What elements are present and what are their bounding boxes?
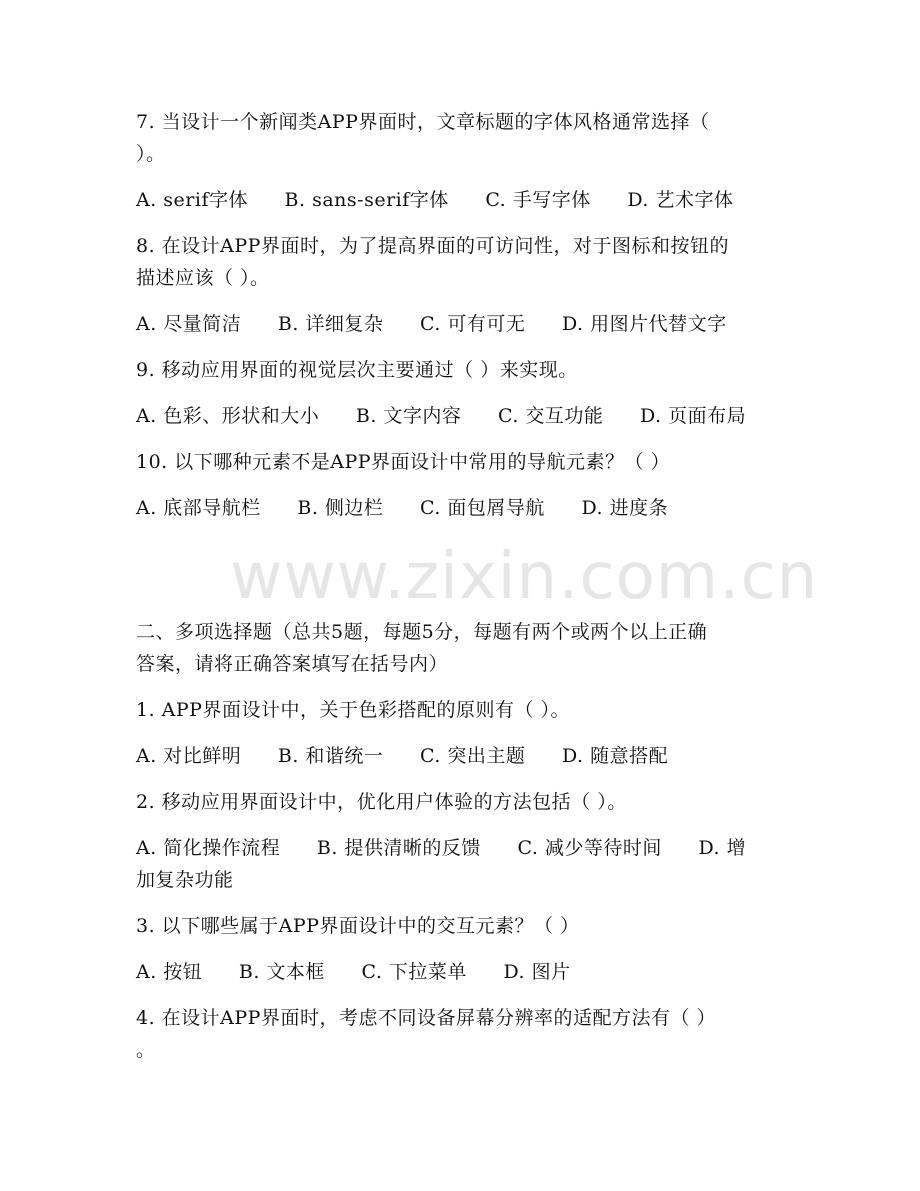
q8-option-a: A. 尽量简洁 xyxy=(136,313,242,335)
q9-option-b: B. 文字内容 xyxy=(355,405,462,427)
m2-options xyxy=(136,832,786,864)
q10-option-d: D. 进度条 xyxy=(581,497,669,519)
m4-stem-line-2: 。 xyxy=(136,1039,156,1061)
q10-stem: 10. 以下哪种元素不是APP界面设计中常用的导航元素？（ ） xyxy=(136,451,671,473)
m3-option-c: C. 下拉菜单 xyxy=(361,961,467,983)
q7-option-c: C. 手写字体 xyxy=(485,189,591,211)
m3-options xyxy=(136,956,786,988)
m3-option-a: A. 按钮 xyxy=(136,961,203,983)
m1-options xyxy=(136,740,786,772)
m1-option-d: D. 随意搭配 xyxy=(561,745,669,767)
m2-option-b: B. 提供清晰的反馈 xyxy=(316,837,481,859)
m2-option-d: D. 增 xyxy=(698,837,747,859)
q10-option-c: C. 面包屑导航 xyxy=(419,497,545,519)
watermark: www.zixin.com.cn xyxy=(230,540,819,614)
m1-option-c: C. 突出主题 xyxy=(419,745,526,767)
m1-stem: 1. APP界面设计中，关于色彩搭配的原则有（ ）。 xyxy=(136,699,570,721)
m2-option-c: C. 减少等待时间 xyxy=(517,837,662,859)
m3-option-b: B. 文本框 xyxy=(238,961,325,983)
q8-options xyxy=(136,308,786,340)
m4-stem-line-1: 4. 在设计APP界面时，考虑不同设备屏幕分辨率的适配方法有（ ） xyxy=(136,1007,716,1029)
m2-option-a: A. 简化操作流程 xyxy=(136,837,281,859)
m1-option-a: A. 对比鲜明 xyxy=(136,745,242,767)
m2-options-line-2: 加复杂功能 xyxy=(136,869,234,891)
q7-stem-line-1: 7. 当设计一个新闻类APP界面时，文章标题的字体风格通常选择（ xyxy=(136,111,710,133)
q8-option-c: C. 可有可无 xyxy=(419,313,526,335)
m1-option-b: B. 和谐统一 xyxy=(277,745,384,767)
m3-stem: 3. 以下哪些属于APP界面设计中的交互元素？（ ） xyxy=(136,915,580,937)
q7-stem-line-2: ）。 xyxy=(136,143,166,165)
q9-options xyxy=(136,400,786,432)
q9-option-c: C. 交互功能 xyxy=(497,405,604,427)
q8-stem-line-1: 8. 在设计APP界面时，为了提高界面的可访问性，对于图标和按钮的 xyxy=(136,235,729,257)
q9-option-d: D. 页面布局 xyxy=(639,405,747,427)
q8-option-d: D. 用图片代替文字 xyxy=(561,313,727,335)
m3-option-d: D. 图片 xyxy=(503,961,571,983)
q8-stem-line-2: 描述应该（ ）。 xyxy=(136,267,270,289)
q7-option-b: B. sans-serif字体 xyxy=(284,189,449,211)
q7-options xyxy=(136,184,786,216)
m2-stem: 2. 移动应用界面设计中，优化用户体验的方法包括（ ）。 xyxy=(136,791,627,813)
q10-option-a: A. 底部导航栏 xyxy=(136,497,261,519)
q9-option-a: A. 色彩、形状和大小 xyxy=(136,405,320,427)
q10-option-b: B. 侧边栏 xyxy=(297,497,384,519)
q9-stem: 9. 移动应用界面的视觉层次主要通过（ ）来实现。 xyxy=(136,359,578,381)
q8-option-b: B. 详细复杂 xyxy=(277,313,384,335)
section-2-heading-line-2: 答案，请将正确答案填写在括号内） xyxy=(136,653,449,675)
q10-options xyxy=(136,492,786,524)
q7-option-a: A. serif字体 xyxy=(136,189,248,211)
q7-option-d: D. 艺术字体 xyxy=(627,189,734,211)
section-2-heading-line-1: 二、多项选择题（总共5题，每题5分，每题有两个或两个以上正确 xyxy=(136,621,708,643)
